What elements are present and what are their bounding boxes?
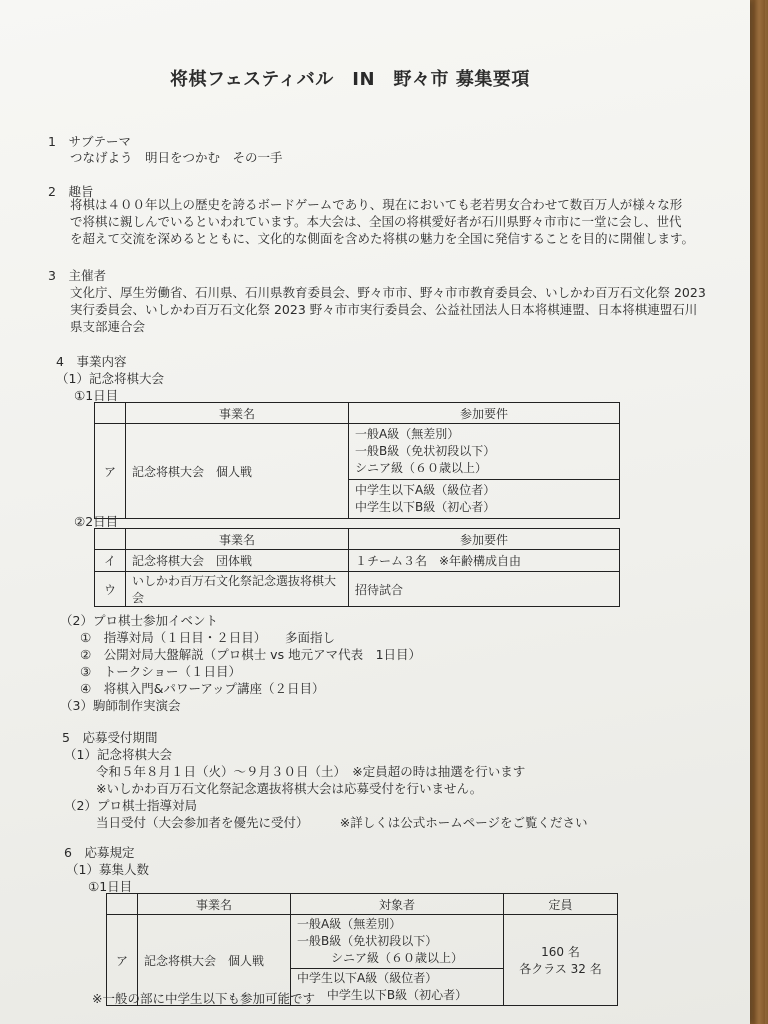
requirements-junior — [349, 480, 620, 519]
section-4-sub-1: （1）記念将棋大会 — [56, 371, 164, 386]
section-6-heading: 6 応募規定 — [64, 845, 135, 860]
section-6-sub-1: （1）募集人数 — [66, 862, 149, 877]
table-header-requirements: 参加要件 — [349, 403, 620, 424]
table-row — [95, 572, 620, 607]
events-table-day-1 — [94, 402, 620, 519]
req-senior: シニア級（６０歳以上） — [355, 461, 488, 475]
row-mark-a: ア — [107, 915, 138, 1006]
capacity-cell — [504, 915, 618, 1006]
row-mark-i: イ — [95, 550, 126, 572]
section-1-heading: 1 サブテーマ — [48, 134, 131, 149]
section-4-heading: 4 事業内容 — [56, 354, 127, 369]
row-mark-u: ウ — [95, 572, 126, 607]
junior-participation-footnote: ※一般の部に中学生以下も参加可能です — [92, 991, 315, 1006]
table-row — [95, 550, 620, 572]
req-junior-a: 中学生以下A級（級位者） — [355, 483, 496, 497]
document-title: 将棋フェスティバル IN 野々市 募集要項 — [170, 69, 530, 90]
pro-event-3: ③ トークショー（１日目） — [80, 664, 241, 679]
target-junior — [291, 969, 504, 1006]
event-name-individual: 記念将棋大会 個人戦 — [126, 424, 349, 519]
section-5-heading: 5 応募受付期間 — [62, 730, 158, 745]
target-general-b: 一般B級（免状初段以下） — [297, 934, 438, 948]
section-3-heading: 3 主催者 — [48, 268, 106, 283]
section-5-sub-1: （1）記念将棋大会 — [64, 747, 172, 762]
pro-event-4: ④ 将棋入門&パワーアップ講座（２日目） — [80, 681, 325, 696]
req-general-b: 一般B級（免状初段以下） — [355, 444, 496, 458]
capacity-total: 160 名 — [541, 945, 580, 959]
target-junior-b: 中学生以下B級（初心者） — [326, 988, 468, 1002]
pro-event-1: ① 指導対局（１日目・２日目） 多面指し — [80, 630, 335, 645]
events-table-day-2 — [94, 528, 620, 607]
requirements-general — [349, 424, 620, 480]
table-header-event-name: 事業名 — [126, 529, 349, 550]
table-header-capacity: 定員 — [504, 894, 618, 915]
organizers-line-1: 文化庁、厚生労働省、石川県、石川県教育委員会、野々市市、野々市市教育委員会、いしかわ百万石文化祭 2023 — [70, 285, 706, 300]
invitational-note: ※いしかわ百万石文化祭記念選抜将棋大会は応募受付を行いません。 — [96, 781, 483, 796]
table-header-target: 対象者 — [291, 894, 504, 915]
pro-event-2: ② 公開対局大盤解説（プロ棋士 vs 地元アマ代表 1日目） — [80, 647, 422, 662]
requirement-invitational: 招待試合 — [349, 572, 620, 607]
day-2-label: ②2日目 — [74, 514, 119, 529]
table-header-blank — [95, 529, 126, 550]
subtheme-text: つなげよう 明日をつかむ その一手 — [70, 150, 283, 165]
capacity-per-class: 各クラス 32 名 — [519, 962, 602, 976]
table-header-blank — [95, 403, 126, 424]
req-general-a: 一般A級（無差別） — [355, 427, 460, 441]
target-senior: シニア級（６０歳以上） — [330, 951, 463, 965]
table-header-blank — [107, 894, 138, 915]
requirement-team: １チーム３名 ※年齢構成自由 — [349, 550, 620, 572]
day-1-label: ①1日目 — [74, 388, 119, 403]
event-name-individual: 記念将棋大会 個人戦 — [138, 915, 291, 1006]
target-general-a: 一般A級（無差別） — [297, 917, 402, 931]
target-junior-a: 中学生以下A級（級位者） — [297, 971, 438, 985]
table-header-requirements: 参加要件 — [349, 529, 620, 550]
section-2-heading: 2 趣旨 — [48, 184, 94, 199]
purpose-line-2: で将棋に親しんでいるといわれています。本大会は、全国の将棋愛好者が石川県野々市市に一堂に会し、世代 — [70, 214, 682, 229]
event-name-team: 記念将棋大会 団体戦 — [126, 550, 349, 572]
day-1-label-capacity: ①1日目 — [88, 879, 133, 894]
event-name-invitational: いしかわ百万石文化祭記念選抜将棋大会 — [126, 572, 349, 607]
section-4-sub-2: （2）プロ棋士参加イベント — [60, 613, 218, 628]
table-header-event-name: 事業名 — [138, 894, 291, 915]
row-mark-a: ア — [95, 424, 126, 519]
organizers-line-3: 県支部連合会 — [70, 319, 146, 334]
section-4-sub-3: （3）駒師制作実演会 — [60, 698, 181, 713]
purpose-line-1: 将棋は４００年以上の歴史を誇るボードゲームであり、現在においても老若男女合わせて数百万人が様々な形 — [70, 197, 683, 212]
same-day-registration: 当日受付（大会参加者を優先に受付） ※詳しくは公式ホームページをご覧ください — [96, 815, 588, 830]
purpose-line-3: を超えて交流を深めるとともに、文化的な側面を含めた将棋の魅力を全国に発信することを目的に開催します。 — [70, 231, 695, 246]
req-junior-b: 中学生以下B級（初心者） — [355, 500, 496, 514]
capacity-table — [106, 893, 618, 1006]
organizers-line-2: 実行委員会、いしかわ百万石文化祭 2023 野々市市実行委員会、公益社団法人日本将棋連盟、日本将棋連盟石川 — [70, 302, 698, 317]
table-header-event-name: 事業名 — [126, 403, 349, 424]
target-general — [291, 915, 504, 969]
section-5-sub-2: （2）プロ棋士指導対局 — [64, 798, 197, 813]
application-period: 令和５年８月１日（火）～９月３０日（土） ※定員超の時は抽選を行います — [96, 764, 526, 779]
